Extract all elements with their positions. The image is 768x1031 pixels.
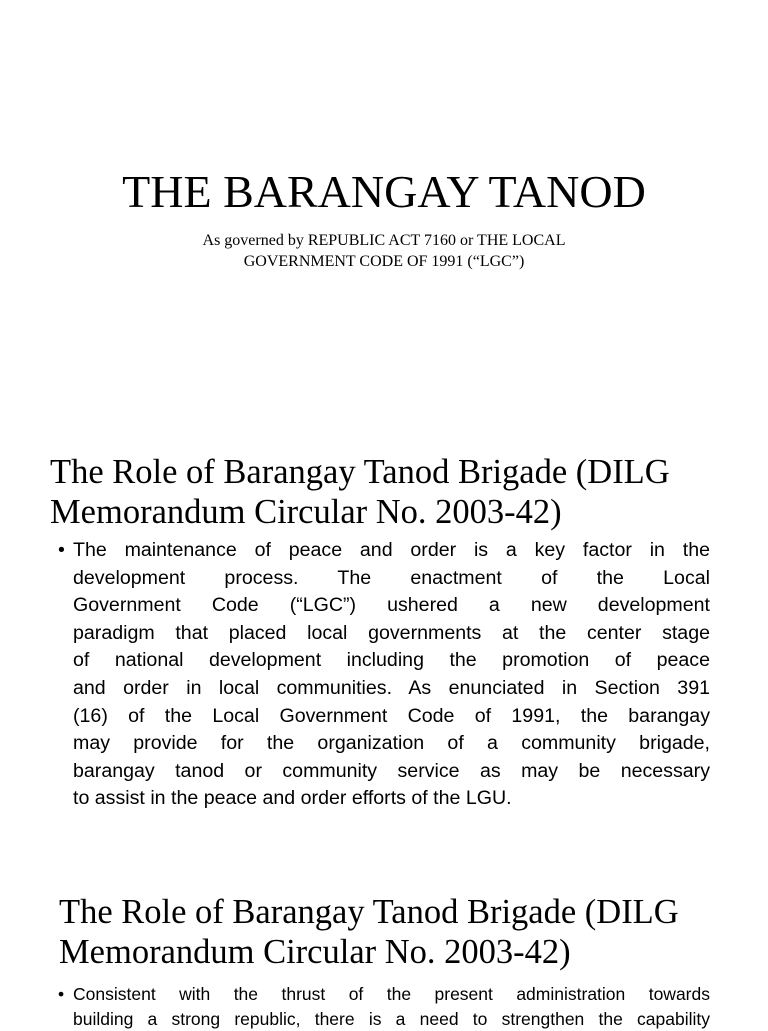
heading-line-2: Memorandum Circular No. 2003-42) [59, 932, 679, 972]
text-line: building a strong republic, there is a need to strengthen the capability [73, 1007, 710, 1031]
text-line: to assist in the peace and order efforts of the LGU. [73, 785, 710, 813]
text-line: Consistent with the thrust of the present administration towards [73, 982, 710, 1007]
text-line: and order in local communities. As enunciated in Section 391 [73, 675, 710, 703]
bullet-text [73, 537, 710, 813]
text-line: Government Code (“LGC”) ushered a new development [73, 592, 710, 620]
heading-line-1: The Role of Barangay Tanod Brigade (DILG [50, 452, 670, 492]
text-line: of national development including the promotion of peace [73, 647, 710, 675]
page-title: THE BARANGAY TANOD [0, 166, 768, 218]
text-line: barangay tanod or community service as may be necessary [73, 758, 710, 786]
heading-line-1: The Role of Barangay Tanod Brigade (DILG [59, 892, 679, 932]
text-line: development process. The enactment of the Local [73, 565, 710, 593]
section-heading-1 [50, 452, 670, 532]
subtitle [0, 230, 768, 272]
title-slide [0, 0, 768, 430]
text-line: paradigm that placed local governments at the center stage [73, 620, 710, 648]
text-line: may provide for the organization of a community brigade, [73, 730, 710, 758]
text-line: The maintenance of peace and order is a key factor in the [73, 537, 710, 565]
subtitle-line-1: As governed by REPUBLIC ACT 7160 or THE LOCAL [0, 230, 768, 251]
section-heading-2 [59, 892, 679, 972]
text-line: (16) of the Local Government Code of 1991, the barangay [73, 703, 710, 731]
subtitle-line-2: GOVERNMENT CODE OF 1991 (“LGC”) [0, 251, 768, 272]
heading-line-2: Memorandum Circular No. 2003-42) [50, 492, 670, 532]
bullet-icon: • [58, 982, 72, 1007]
bullet-icon: • [58, 537, 72, 565]
